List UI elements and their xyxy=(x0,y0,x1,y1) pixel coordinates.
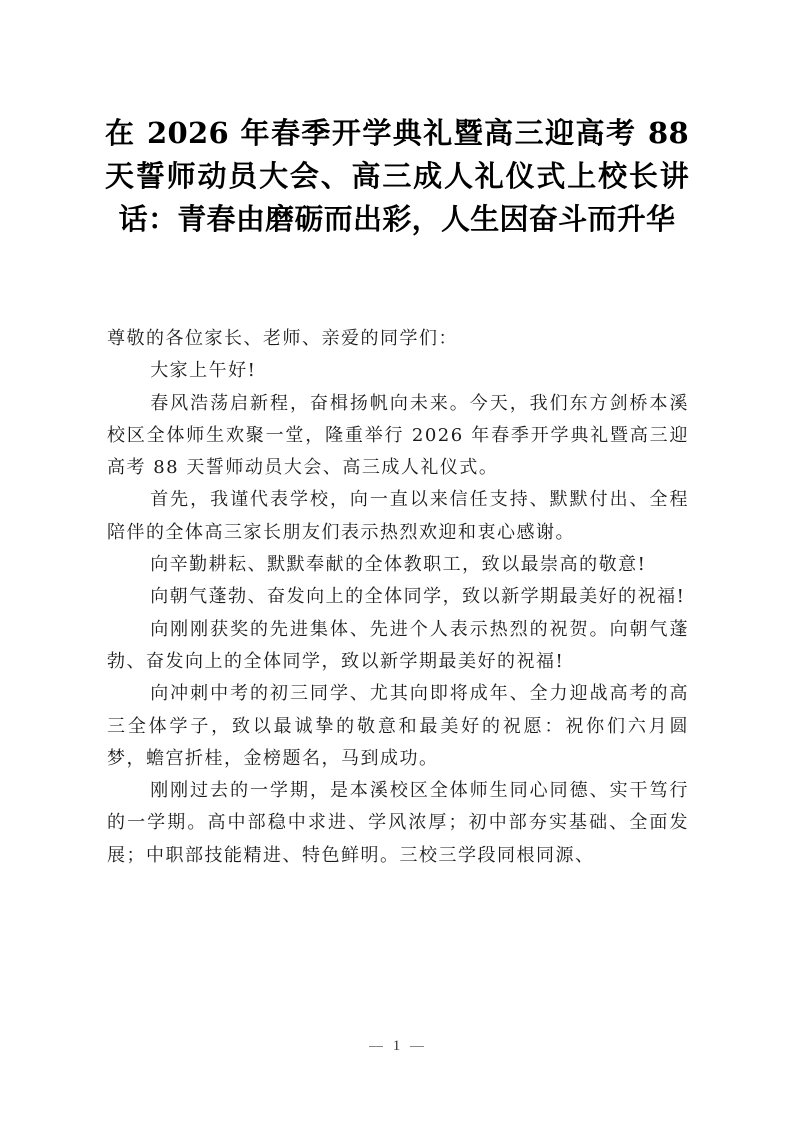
document-body xyxy=(107,323,689,872)
page-footer xyxy=(0,1038,793,1055)
paragraph-thanks-staff: 向辛勤耕耘、默默奉献的全体教职工，致以最崇高的敬意! xyxy=(150,554,647,576)
paragraph-exam-wishes: 向冲刺中考的初三同学、尤其向即将成年、全力迎战高考的高三全体学子，致以最诚挚的敬意和最美好的祝愿：祝你们六月圆梦，蟾宫折桂，金榜题名，马到成功。 xyxy=(107,683,689,769)
paragraph-congratulations: 向刚刚获奖的先进集体、先进个人表示热烈的祝贺。向朝气蓬勃、奋发向上的全体同学，致以新学期最美好的祝福! xyxy=(107,618,689,672)
paragraph-thanks-parents: 首先，我谨代表学校，向一直以来信任支持、默默付出、全程陪伴的全体高三家长朋友们表示热烈欢迎和衷心感谢。 xyxy=(107,489,689,543)
paragraph-greeting: 大家上午好! xyxy=(150,360,257,382)
paragraph-wishes-students: 向朝气蓬勃、奋发向上的全体同学，致以新学期最美好的祝福! xyxy=(150,586,686,608)
page-number: 1 xyxy=(392,1038,401,1054)
footer-dash-right xyxy=(410,1046,424,1047)
document-title: 在 2026 年春季开学典礼暨高三迎高考 88 天誓师动员大会、高三成人礼仪式上校长讲话：青春由磨砺而出彩，人生因奋斗而升华 xyxy=(105,116,689,236)
salutation: 尊敬的各位家长、老师、亲爱的同学们： xyxy=(107,328,458,349)
paragraph-opening: 春风浩荡启新程，奋楫扬帆向未来。今天，我们东方剑桥本溪校区全体师生欢聚一堂，隆重举行 2026 年春季开学典礼暨高三迎高考 88 天誓师动员大会、高三成人礼仪式。 xyxy=(107,392,689,479)
paragraph-review: 刚刚过去的一学期，是本溪校区全体师生同心同德、实干笃行的一学期。高中部稳中求进、学风浓厚；初中部夯实基础、全面发展；中职部技能精进、特色鲜明。三校三学段同根同源、 xyxy=(107,780,689,866)
footer-dash-left xyxy=(369,1046,383,1047)
